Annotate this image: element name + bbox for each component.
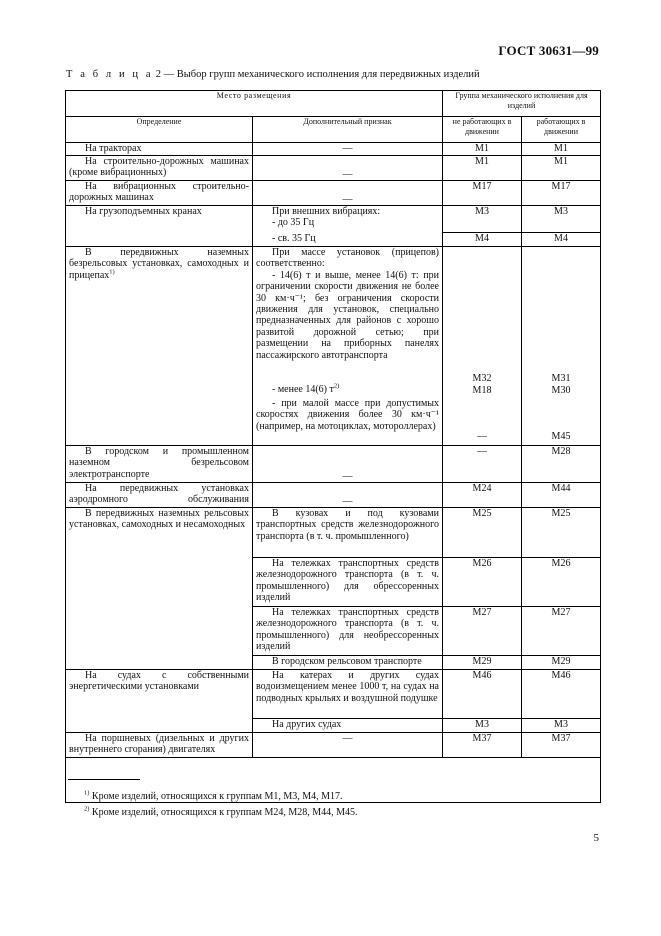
table-caption [66,69,606,80]
cell-group-not-working: M4 [443,233,522,247]
cell-group-not-working [443,247,522,446]
footnote-1 [84,791,343,802]
footnote-divider [68,779,140,780]
header-row-2 [66,117,601,143]
cell-group-not-working: M46 [443,670,522,719]
header-not-working: не работающих в движении [443,117,522,143]
table-row [66,446,601,483]
cell-group-working: M17 [522,181,601,206]
cell-group-not-working: — [443,446,522,483]
cell-definition: В передвижных наземных рельсовых установках, самоходных и несамоходных [66,508,253,670]
cell-extra [253,247,443,446]
group-value: — [477,431,487,442]
cell-group-working: M3 [522,719,601,733]
header-group: Группа механического исполнения для изделий [443,91,601,117]
cell-group-not-working: M3 [443,206,522,233]
extra-option: - св. 35 Гц [253,233,443,247]
cell-extra [253,206,443,233]
cell-definition: На вибрационных строительно-дорожных машинах [66,181,253,206]
cell-group-working: M4 [522,233,601,247]
cell-extra: — [253,143,443,156]
footnote-ref: 1) [109,268,115,276]
header-working: работающих в движении [522,117,601,143]
selection-table [65,90,601,803]
cell-definition: На передвижных установках аэродромного обслуживания [66,483,253,508]
footnote-ref: 2) [333,382,340,390]
caption-label: Т а б л и ц а [66,69,154,80]
cell-extra: На тележках транспортных средств железнодорожного транспорта (в т. ч. промышленного) для обрессоренных изделий [253,558,443,607]
cell-definition: В городском и промышленном наземном безрельсовом электротранспорте [66,446,253,483]
table-row [66,143,601,156]
cell-group-not-working: M17 [443,181,522,206]
extra-option: - до 35 Гц [272,217,315,229]
cell-group-working: M27 [522,607,601,656]
cell-group-not-working: M3 [443,719,522,733]
footnote-2 [84,807,358,818]
footnote-text: Кроме изделий, относящихся к группам M1, M3, M4, M17. [91,791,343,802]
table-row [66,206,601,233]
extra-option: - при малой массе при допустимых скоростях движения более 30 км·ч⁻¹ (например, на мотоциклах, мотороллерах) [256,397,439,432]
document-code: ГОСТ 30631—99 [498,43,599,58]
definition-text: В передвижных наземных безрельсовых установках, самоходных и прицепах [69,247,249,281]
cell-extra: — [253,733,443,758]
header-row-1 [66,91,601,117]
footnote-text: Кроме изделий, относящихся к группам M24, M28, M44, M45. [91,807,358,818]
extra-heading: При внешних вибрациях: [272,206,381,217]
cell-definition [66,247,253,446]
caption-title: — Выбор групп механического исполнения для передвижных изделий [163,69,480,80]
cell-extra: — [253,446,443,483]
cell-group-working: M1 [522,156,601,181]
header-placement: Место размещения [66,91,443,117]
cell-group-working [522,247,601,446]
cell-definition: На поршневых (дизельных и других внутреннего сгорания) двигателях [66,733,253,758]
header-extra: Дополнительный признак [253,117,443,143]
cell-group-working: M46 [522,670,601,719]
cell-definition: На строительно-дорожных машинах (кроме вибрационных) [66,156,253,181]
extra-option-text: - менее 14(6) т [272,383,334,395]
cell-group-not-working: M25 [443,508,522,558]
extra-option [256,384,439,398]
cell-group-not-working: M1 [443,143,522,156]
table-row [66,670,601,719]
cell-group-working: M44 [522,483,601,508]
cell-extra: На катерах и других судах водоизмещением менее 1000 т, на судах на подводных крыльях и воздушной подушке [253,670,443,719]
table-row [66,181,601,206]
cell-group-not-working: M26 [443,558,522,607]
page-number: 5 [593,832,599,844]
cell-group-working: M25 [522,508,601,558]
cell-definition: На грузоподъемных кранах [66,206,253,247]
cell-group-working: M3 [522,206,601,233]
cell-definition: На тракторах [66,143,253,156]
footnote-mark: 2) [84,805,90,813]
table-row [66,156,601,181]
cell-group-not-working: M1 [443,156,522,181]
caption-number: 2 [155,69,161,80]
extra-option: - 14(6) т и выше, менее 14(6) т: при ограничении скорости движения не более 30 км·ч⁻¹; без ограничения скорости движения для установок, специально предназначенных для районов с хорошо развитой дорожной сетью; при размещении на приборных панелях пассажирского автотранспорта [256,269,439,361]
cell-group-working: M26 [522,558,601,607]
cell-extra: — [253,483,443,508]
cell-group-not-working: M24 [443,483,522,508]
group-value: M32 [472,373,492,384]
cell-definition: На судах с собственными энергетическими установками [66,670,253,733]
cell-group-not-working: M27 [443,607,522,656]
cell-group-working: M28 [522,446,601,483]
table-row [66,733,601,758]
cell-group-working: M37 [522,733,601,758]
group-value: M30 [551,385,571,396]
cell-group-working: M1 [522,143,601,156]
cell-extra: На тележках транспортных средств железнодорожного транспорта (в т. ч. промышленного) для необрессоренных изделий [253,607,443,656]
group-value: M31 [551,373,571,384]
cell-extra: На других судах [253,719,443,733]
cell-group-not-working: M29 [443,656,522,670]
cell-group-working: M29 [522,656,601,670]
table-row [66,247,601,446]
cell-extra: В кузовах и под кузовами транспортных средств железнодорожного транспорта (в т. ч. промышленного) [253,508,443,558]
table-row [66,508,601,558]
footnote-mark: 1) [84,789,90,797]
cell-group-not-working: M37 [443,733,522,758]
cell-extra: — [253,156,443,181]
cell-extra: — [253,181,443,206]
extra-heading: При массе установок (прицепов) соответственно: [256,247,439,270]
cell-extra: В городском рельсовом транспорте [253,656,443,670]
table-row [66,483,601,508]
group-value: M18 [472,385,492,396]
group-value: M45 [551,431,571,442]
header-definition: Определение [66,117,253,143]
